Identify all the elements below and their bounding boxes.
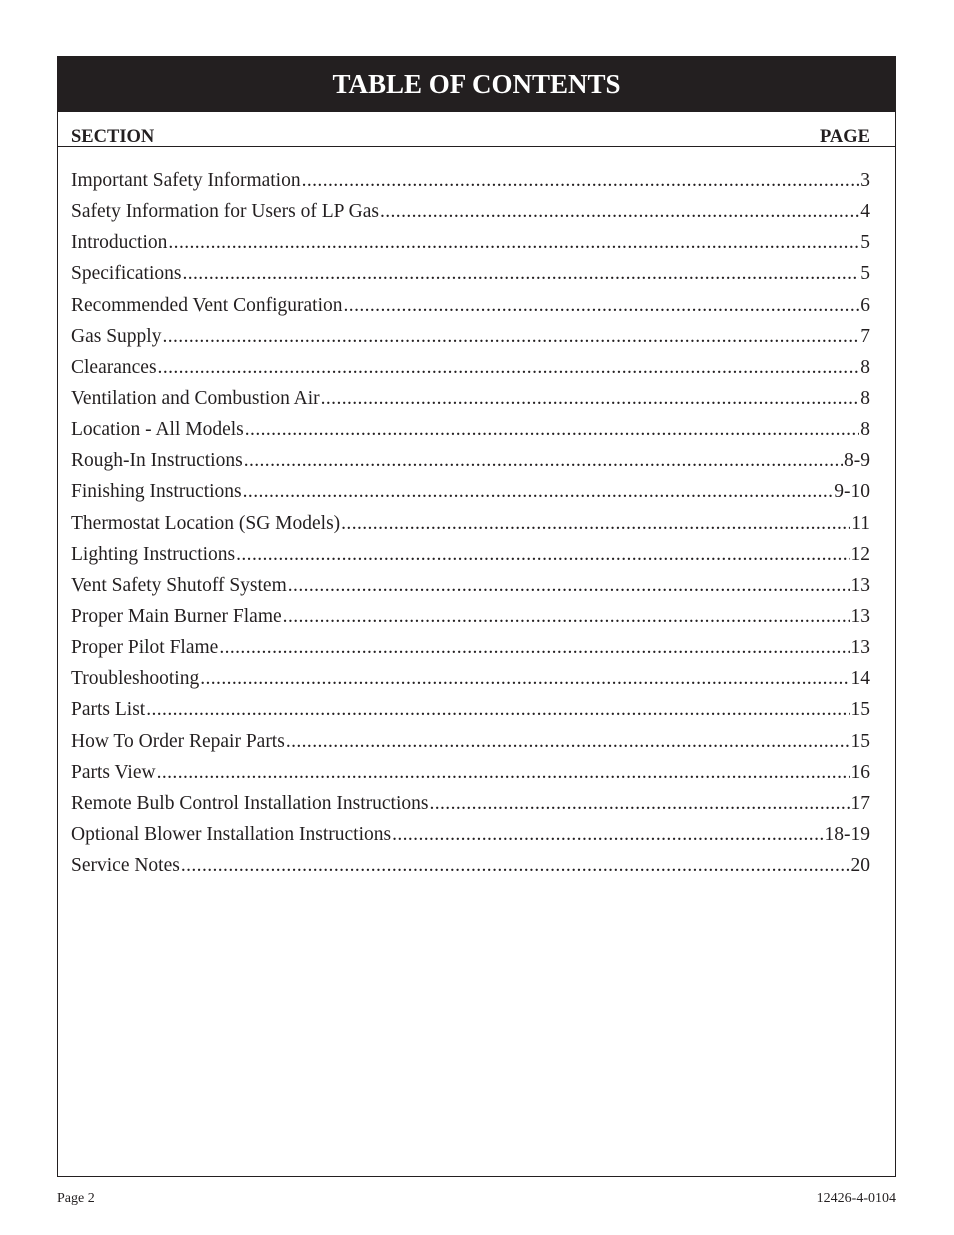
dot-leader: [341, 513, 850, 535]
toc-entry-page: 5: [860, 263, 870, 285]
dot-leader: [162, 326, 859, 348]
toc-entry-page: 8-9: [844, 450, 870, 472]
toc-entry-page: 13: [850, 605, 870, 627]
toc-entry-label: Important Safety Information: [71, 170, 301, 191]
toc-entry: [71, 668, 870, 699]
toc-entry-label: Parts View: [71, 761, 156, 783]
toc-entry-label: Service Notes: [71, 855, 180, 877]
toc-entry: [71, 170, 870, 201]
toc-entry: [71, 326, 870, 357]
toc-entry: [71, 793, 870, 824]
toc-entry-label: Vent Safety Shutoff System: [71, 574, 287, 596]
toc-entry-label: Parts List: [71, 699, 146, 721]
toc-entry-label: Rough-In Instructions: [71, 450, 243, 472]
toc-entry: [71, 637, 870, 668]
toc-entry: [71, 295, 870, 326]
footer-page-number: Page 2: [57, 1191, 95, 1206]
toc-entry: [71, 731, 870, 762]
toc-entry: [71, 824, 870, 855]
toc-entry-label: Clearances: [71, 356, 157, 378]
toc-entry: [71, 357, 870, 388]
dot-leader: [146, 699, 849, 721]
dot-leader: [392, 824, 823, 846]
dot-leader: [200, 668, 849, 690]
toc-entry-page: 5: [860, 232, 870, 254]
dot-leader: [182, 263, 859, 285]
toc-entry-page: 15: [850, 730, 870, 752]
toc-entry: [71, 201, 870, 232]
toc-frame: [57, 56, 896, 1177]
toc-entry-label: Remote Bulb Control Installation Instructions: [71, 792, 429, 814]
dot-leader: [243, 481, 834, 503]
toc-entry-page: 16: [850, 761, 870, 783]
toc-entry-page: 12: [850, 543, 870, 565]
dot-leader: [321, 388, 860, 410]
toc-entry: [71, 232, 870, 263]
toc-entry-label: Optional Blower Installation Instructions: [71, 823, 392, 845]
toc-entry: [71, 481, 870, 512]
toc-entry-page: 8: [860, 387, 870, 409]
toc-entry-page: 13: [850, 574, 870, 596]
toc-entry-label: Finishing Instructions: [71, 481, 242, 503]
toc-entry-label: How To Order Repair Parts: [71, 730, 285, 752]
toc-entry: [71, 855, 870, 886]
toc-entry: [71, 762, 870, 793]
dot-leader: [283, 606, 850, 628]
toc-entry-label: Ventilation and Combustion Air: [71, 387, 320, 409]
toc-entry: [71, 419, 870, 450]
toc-entry-page: 13: [850, 637, 870, 659]
footer-doc-number: 12426-4-0104: [816, 1191, 896, 1206]
toc-entry-label: Proper Main Burner Flame: [71, 605, 282, 627]
toc-entry-page: 8: [860, 356, 870, 378]
toc-entry-page: 3: [860, 170, 870, 191]
dot-leader: [380, 201, 859, 223]
dot-leader: [236, 544, 849, 566]
toc-entry-label: Introduction: [71, 232, 168, 254]
page-column-label: PAGE: [819, 127, 870, 147]
toc-entry: [71, 575, 870, 606]
toc-entry-page: 11: [851, 512, 870, 534]
column-header: [58, 124, 896, 147]
toc-entry-page: 7: [860, 325, 870, 347]
dot-leader: [429, 793, 849, 815]
dot-leader: [244, 450, 843, 472]
toc-entry-label: Thermostat Location (SG Models): [71, 512, 341, 534]
toc-entry-label: Specifications: [71, 263, 182, 285]
toc-entry-label: Location - All Models: [71, 419, 244, 441]
dot-leader: [288, 575, 850, 597]
toc-title: TABLE OF CONTENTS: [58, 57, 895, 112]
toc-entry: [71, 513, 870, 544]
toc-entry-page: 6: [860, 294, 870, 316]
toc-entry-label: Lighting Instructions: [71, 543, 236, 565]
toc-entry-page: 8: [860, 419, 870, 441]
toc-entry-label: Troubleshooting: [71, 668, 200, 690]
toc-entry: [71, 544, 870, 575]
dot-leader: [219, 637, 849, 659]
toc-entry-page: 4: [860, 201, 870, 223]
toc-entry-label: Gas Supply: [71, 325, 162, 347]
dot-leader: [181, 855, 850, 877]
toc-entry: [71, 263, 870, 294]
toc-entry-page: 9-10: [834, 481, 870, 503]
dot-leader: [158, 357, 860, 379]
toc-entry-page: 17: [850, 792, 870, 814]
toc-entry-label: Proper Pilot Flame: [71, 637, 219, 659]
toc-entry: [71, 388, 870, 419]
dot-leader: [344, 295, 860, 317]
dot-leader: [245, 419, 859, 441]
toc-entry-page: 18-19: [824, 823, 870, 845]
toc-entry-label: Recommended Vent Configuration: [71, 294, 343, 316]
dot-leader: [302, 170, 860, 192]
section-column-label: SECTION: [71, 127, 155, 147]
toc-entry: [71, 606, 870, 637]
toc-entry-page: 20: [850, 855, 870, 877]
dot-leader: [157, 762, 850, 784]
toc-entry-label: Safety Information for Users of LP Gas: [71, 201, 379, 223]
toc-entry: [71, 450, 870, 481]
toc-entry-page: 15: [850, 699, 870, 721]
dot-leader: [286, 731, 850, 753]
toc-entry-page: 14: [850, 668, 870, 690]
dot-leader: [168, 232, 859, 254]
toc-entry: [71, 699, 870, 730]
toc-list: [71, 170, 870, 886]
